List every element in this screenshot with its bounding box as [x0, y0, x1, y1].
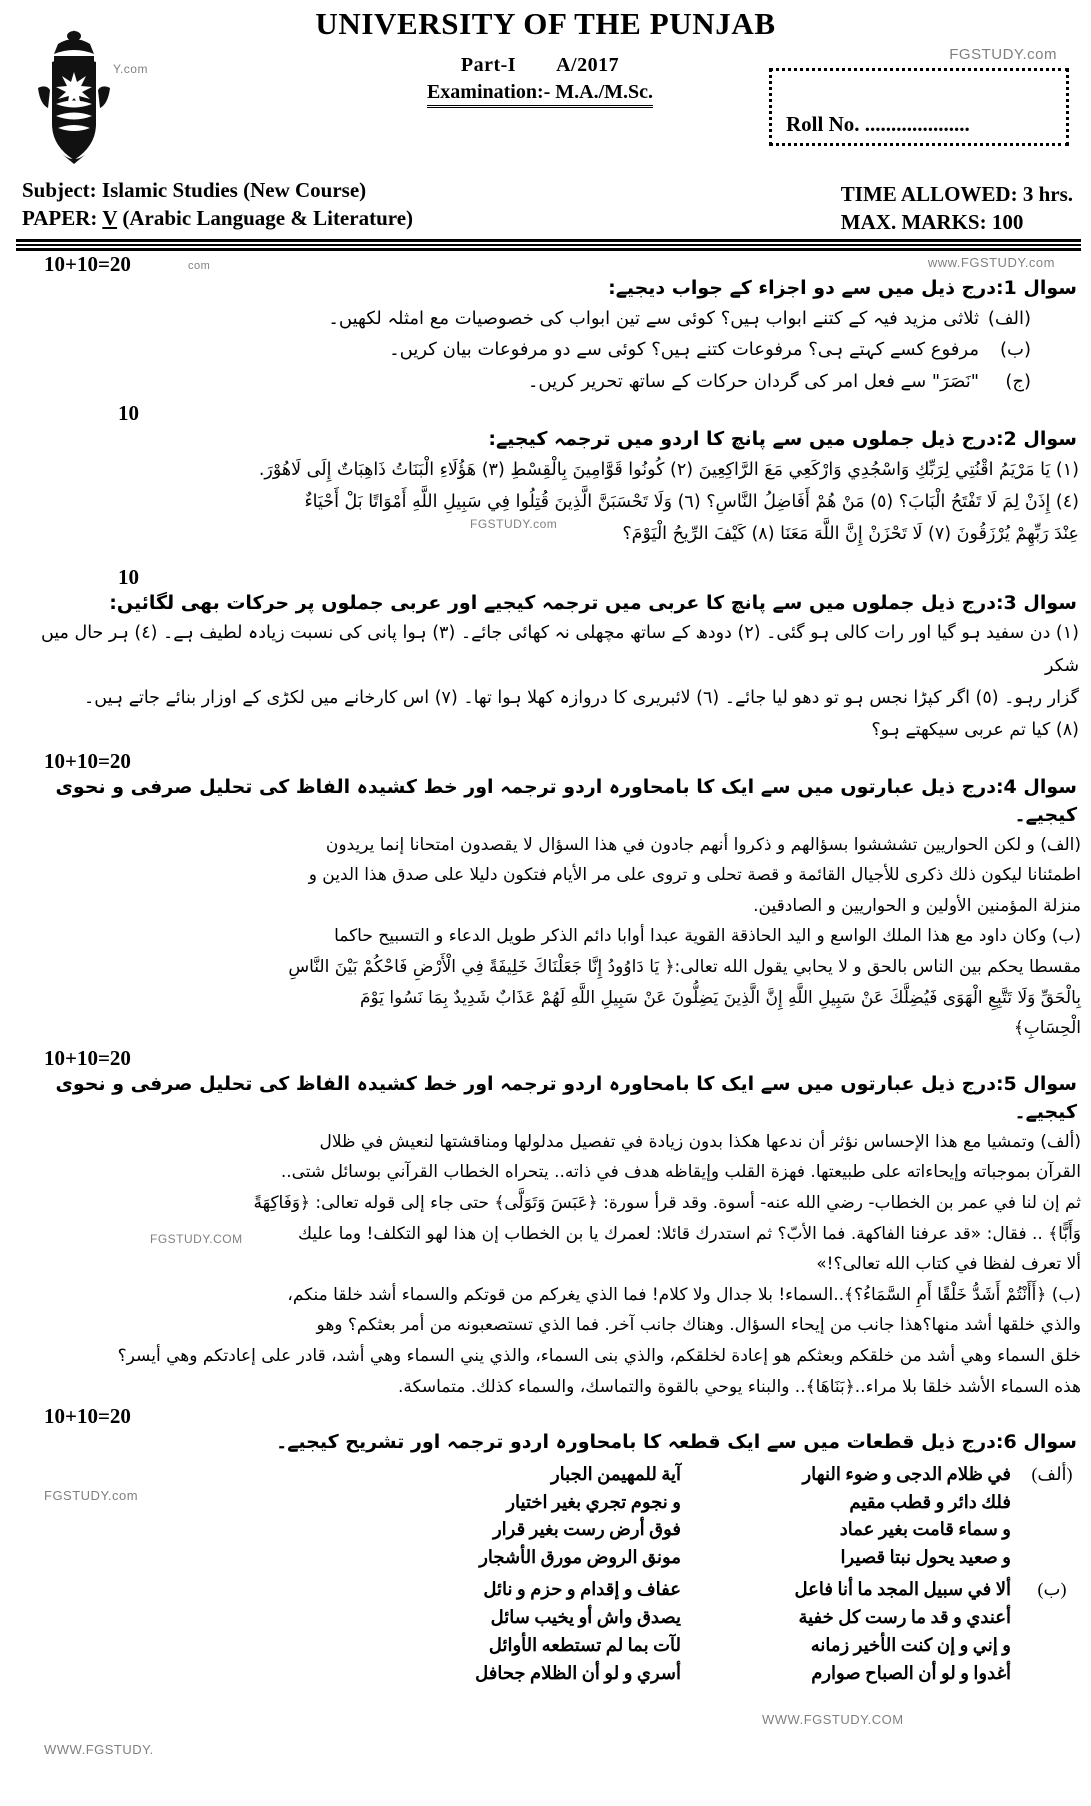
q5-passage-ba-line-2: والذي خلقها أشد منها؟هذا جانب من إيحاء السؤال. وهناك جانب آخر. فما الذي تستصعبونه من أمر بعثكم؟ وهو — [316, 1315, 1081, 1336]
max-marks: MAX. MARKS: 100 — [840, 210, 1024, 235]
examination-line-wrap — [380, 77, 700, 108]
verse-hemistich-first: أعندي و قد ما رست كل خفية — [798, 1607, 1011, 1628]
q1-part-jeem-text: "نَصَرَ" سے فعل امر کی گردان حرکات کے ساتھ تحریر کریں۔ — [527, 370, 979, 392]
q5-passage-alif-line-4: وَأَبًّا﴾ .. فقال: «قد عرفنا الفاكهة. فما الأبّ؟ ثم استدرك قائلا: لعمرك يا بن الخطاب إن هذا لهو التكلف! وما عليك — [298, 1223, 1081, 1244]
verse-hemistich-first: و إني و إن كنت الأخير زمانه — [810, 1634, 1011, 1655]
verse-hemistich-first: ألا في سبيل المجد ما أنا فاعل — [794, 1579, 1011, 1600]
paper-line — [22, 204, 413, 232]
watermark-bottom-right: WWW.FGSTUDY.COM — [762, 1712, 904, 1727]
q5-passage-alif-line-3: ثم إن لنا في عمر بن الخطاب- رضي الله عنه- أسوة. وقد قرأ سورة: ﴿عَبَسَ وَتَوَلَّى﴾ حتى جاء إلى قوله تعالى: ﴿وَفَاكِهَةً — [253, 1192, 1081, 1213]
q4-passage-ba-line-1: (ب) وكان داود مع هذا الملك الواسع و اليد الحاذقة القوية عبدا أوابا دائم الذكر طويل الدعاء و التسبيح حاكما — [334, 926, 1081, 947]
questions-container — [0, 252, 1091, 1688]
q6-poem-alif-label: (ألف) — [1031, 1463, 1073, 1484]
paper-roman: V — [102, 206, 118, 231]
paper-prefix: PAPER: — [22, 206, 103, 231]
q1-part-alif-label: (الف) — [987, 307, 1031, 329]
q3-heading: سوال 3:درج ذیل جملوں میں سے پانچ کا عربی میں ترجمہ کیجیے اور عربی جملوں پر حرکات بھی لگائیں: — [109, 591, 1077, 614]
exam-session-block — [380, 54, 700, 108]
verse-hemistich-first: فلك دائر و قطب مقيم — [849, 1491, 1011, 1512]
q4-passage-alif-line-3: منزلة المؤمنين الأولين و الحواريين و الصادقين. — [753, 895, 1081, 916]
q5-passage-alif-line-5: ألا تعرف لفظا في كتاب الله تعالى؟!» — [816, 1254, 1081, 1275]
q6-poem-ba — [0, 1576, 1091, 1688]
subject-block — [22, 176, 413, 233]
q3-marks: 10 — [118, 564, 139, 589]
verse-hemistich-first: و صعيد يحول نبتا قصيرا — [840, 1547, 1011, 1568]
q1-part-alif — [0, 303, 1091, 335]
part-label: Part-I — [460, 54, 517, 76]
verse-hemistich-first: و سماء قامت بغير عماد — [839, 1519, 1011, 1540]
watermark-rule-right: www.FGSTUDY.com — [927, 255, 1055, 270]
q1-marks-row — [0, 252, 1091, 274]
watermark-q5-left: FGSTUDY.COM — [150, 1232, 243, 1246]
poem-verse-row — [0, 1604, 1087, 1632]
header-divider — [16, 239, 1081, 251]
poem-verse-row — [0, 1516, 1087, 1544]
examination-label: Examination:- M.A./M.Sc. — [427, 81, 653, 108]
verse-hemistich-second: فوق أرض رست بغير قرار — [492, 1519, 681, 1540]
q1-heading: سوال 1:درج ذیل میں سے دو اجزاء کے جواب دیجیے: — [608, 277, 1077, 299]
q1-part-ba-text: مرفوع کسے کہتے ہی؟ مرفوعات کتنے ہیں؟ کوئی سے دو مرفوعات بیان کریں۔ — [389, 339, 979, 360]
q1-part-ba — [0, 334, 1091, 366]
q5-passage-ba-line-3: خلق السماء وهي أشد من خلقكم وبعثكم هو إعادة لخلقكم، والذي بنى السماء، والذي يني السماء وهي أشد، قادر على إعادتكم وهي أيسر؟ — [117, 1345, 1081, 1366]
q2-heading: سوال 2:درج ذیل جملوں میں سے پانچ کا اردو میں ترجمہ کیجیے: — [488, 428, 1077, 450]
verse-hemistich-second: آية للمهيمن الجبار — [550, 1463, 681, 1484]
poem-verse-row — [0, 1632, 1087, 1660]
q1-marks: 10+10=20 — [44, 252, 131, 276]
q4-passage-alif-line-1: (الف) و لكن الحواريين تشششوا بسؤالهم و ذكروا أنهم جادون في هذا السؤال لا يقصدون امتحانا إنما يريدون — [325, 834, 1081, 855]
q3-sentences-line-3: (٨) کیا تم عربی سیکھتے ہو؟ — [871, 720, 1079, 741]
q1-part-alif-text: ثلاثی مزید فیہ کے کتنے ابواب ہیں؟ کوئی سے تین ابواب کی خصوصیات مع امثلہ لکھیں۔ — [328, 307, 979, 329]
watermark-top-right: FGSTUDY.com — [949, 46, 1057, 63]
verse-hemistich-first: في ظلام الدجى و ضوء النهار — [802, 1463, 1011, 1484]
watermark-crest: Y.com — [113, 62, 148, 76]
verse-hemistich-second: عفاف و إقدام و حزم و نائل — [483, 1579, 681, 1600]
q5-heading: سوال 5:درج ذیل عبارتوں میں سے ایک کا بامحاورہ اردو ترجمہ اور خط کشیدہ الفاظ کی تحلیل صرفی و نحوی کیجیے۔ — [55, 1072, 1077, 1124]
poem-verse-row — [0, 1461, 1087, 1489]
poem-verse-row — [0, 1489, 1087, 1517]
time-allowed: TIME ALLOWED: 3 hrs. — [840, 182, 1073, 206]
university-crest-icon — [28, 28, 120, 166]
verse-hemistich-second: أسري و لو أن الظلام جحافل — [475, 1662, 681, 1683]
q4-heading: سوال 4:درج ذیل عبارتوں میں سے ایک کا بامحاورہ اردو ترجمہ اور خط کشیدہ الفاظ کی تحلیل صرفی و نحوی کیجیے۔ — [55, 775, 1077, 827]
verse-hemistich-first: أغدوا و لو أن الصباح صوارم — [811, 1662, 1011, 1683]
q5-marks: 10+10=20 — [44, 1045, 131, 1070]
q3-sentences-line-2: گزار رہو۔ (٥) اگر کپڑا نجس ہو تو دھو لیا جائے۔ (٦) لائبریری کا دروازہ کھلا ہوا تھا۔ (٧) اس کارخانے میں لکڑی کے اوزار بنائے جاتے ہیں۔ — [84, 687, 1079, 708]
poem-verse-row — [0, 1576, 1087, 1604]
verse-hemistich-second: لآت بما لم تستطعه الأوائل — [488, 1634, 681, 1655]
q4-passage-ba-line-3: بِالْحَقِّ وَلَا تَتَّبِعِ الْهَوَى فَيُضِلَّكَ عَنْ سَبِيلِ اللَّهِ إِنَّ الَّذِينَ يَضِلُّونَ عَنْ سَبِيلِ اللَّهِ لَهُمْ عَذَابٌ شَدِيدٌ بِمَا نَسُوا يَوْمَ — [359, 987, 1081, 1008]
q3-sentences-line-1: (١) دن سفید ہو گیا اور رات کالی ہو گئی۔ (٢) دودھ کے ساتھ مچھلی نہ کھائی جائے۔ (٣) ہوا پانی کی نسبت زیادہ لطیف ہے۔ (٤) ہر حال میں شکر — [40, 623, 1079, 676]
q4-passage-ba-line-4: الْحِسَابِ﴾ — [1013, 1018, 1081, 1039]
q6-poem-alif — [0, 1461, 1091, 1573]
q2-sentences-line-3: عِنْدَ رَبِّهِمْ يُرْزَقُونَ (٧) لَا تَحْزَنْ إِنَّ اللَّهَ مَعَنَا (٨) كَيْفَ الرِّيحُ الْيَوْمَ؟ — [622, 524, 1079, 545]
time-marks-block — [841, 180, 1073, 237]
q5-passage-ba-line-4: هذه السماء الأشد خلقا بلا مراء..﴿بَنَاهَا﴾.. والبناء يوحي بالقوة والتماسك، والسماء كذلك. متماسكة. — [397, 1376, 1081, 1397]
verse-hemistich-second: و نجوم تجري بغير اختيار — [506, 1491, 681, 1512]
q2-marks: 10 — [118, 401, 139, 425]
q4-marks-row — [0, 749, 1091, 773]
q2-marks-row — [0, 401, 1091, 425]
part-session-line — [380, 54, 700, 77]
q1-part-jeem-label: (ج) — [1005, 370, 1031, 392]
q6-poem-ba-label: (ب) — [1037, 1579, 1067, 1600]
verse-hemistich-second: يصدق واش أو يخيب سائل — [490, 1607, 681, 1628]
watermark-mid-q2: FGSTUDY.com — [470, 516, 558, 531]
q2-sentences-line-1: (١) يَا مَرْيَمُ اقْنُتِي لِرَبِّكِ وَاسْجُدِي وَارْكَعِي مَعَ الرَّاكِعِينَ (٢) كُونُوا قَوَّامِينَ بِالْقِسْطِ (٣) هَؤُلَاءِ الْبَنَاتُ ذَاهِبَاتٌ إِلَى لَاهُوْرَ. — [258, 459, 1079, 480]
roll-no-label: Roll No. .................... — [786, 112, 970, 136]
q5-marks-row — [0, 1046, 1091, 1070]
q3-marks-row — [0, 565, 1091, 589]
watermark-bottom-left-2: WWW.FGSTUDY. — [44, 1742, 154, 1757]
q2-sentences-line-2: (٤) إِذَنْ لِمَ لَا تَفْتَحُ الْبَابَ؟ (٥) مَنْ هُمْ أَفَاضِلُ النَّاسِ؟ (٦) وَلَا تَحْسَبَنَّ الَّذِينَ قُتِلُوا فِي سَبِيلِ اللَّهِ أَمْوَاتًا بَلْ أَحْيَاءٌ — [304, 491, 1079, 512]
q6-marks: 10+10=20 — [44, 1404, 131, 1429]
q5-passage-ba-line-1: (ب) ﴿أَأَنْتُمْ أَشَدُّ خَلْقًا أَمِ السَّمَاءُ؟﴾..السماء! بلا جدال ولا كلام! فما الذي يغركم من قوتكم والسماء أشد خلقا منكم، — [287, 1284, 1081, 1305]
q4-passage-alif-line-2: اطمئنانا ليكون ذلك ذكرى للأجيال القائمة و قصة تحلى و تروى على مر الأيام فتكون دليلا على صدق هذا الدين و — [308, 865, 1081, 886]
q4-passage-ba-line-2: مقسطا يحكم بين الناس بالحق و لا يحابي يقول الله تعالى:﴿ يَا دَاوُودُ إِنَّا جَعَلْنَاكَ خَلِيفَةً فِي الْأَرْضِ فَاحْكُمْ بَيْنَ النَّاسِ — [288, 957, 1081, 977]
q5-passage-alif-line-1: (ألف) وتمشيا مع هذا الإحساس نؤثر أن ندعها هكذا بدون زيادة في تفصيل مدلولها ومناقشتها لنعيش في ظلال — [319, 1131, 1081, 1152]
roll-no-box[interactable] — [769, 68, 1069, 146]
poem-verse-row — [0, 1660, 1087, 1688]
q6-marks-row — [0, 1404, 1091, 1428]
watermark-bottom-left-1: FGSTUDY.com — [44, 1488, 139, 1503]
poem-verse-row — [0, 1544, 1087, 1572]
watermark-marks: com — [188, 260, 211, 272]
session-label: A/2017 — [556, 54, 620, 76]
q6-heading: سوال 6:درج ذیل قطعات میں سے ایک قطعہ کا بامحاورہ اردو ترجمہ اور تشریح کیجیے۔ — [276, 1431, 1077, 1454]
page-title: UNIVERSITY OF THE PUNJAB — [315, 6, 776, 41]
verse-hemistich-second: مونق الروض مورق الأشجار — [479, 1547, 681, 1568]
q4-marks: 10+10=20 — [44, 748, 131, 773]
q5-passage-alif-line-2: القرآن بموجباته وإيحاءاته على طبيعتها. فهزة القلب وإيقاظه هدف في ذاته.. يتحراه الخطاب القرآني بوسائل شتى.. — [280, 1162, 1081, 1183]
q1-part-jeem — [0, 366, 1091, 398]
paper-suffix: (Arabic Language & Literature) — [117, 206, 414, 231]
subject-line: Subject: Islamic Studies (New Course) — [22, 178, 367, 202]
q1-part-ba-label: (ب) — [1000, 339, 1031, 360]
